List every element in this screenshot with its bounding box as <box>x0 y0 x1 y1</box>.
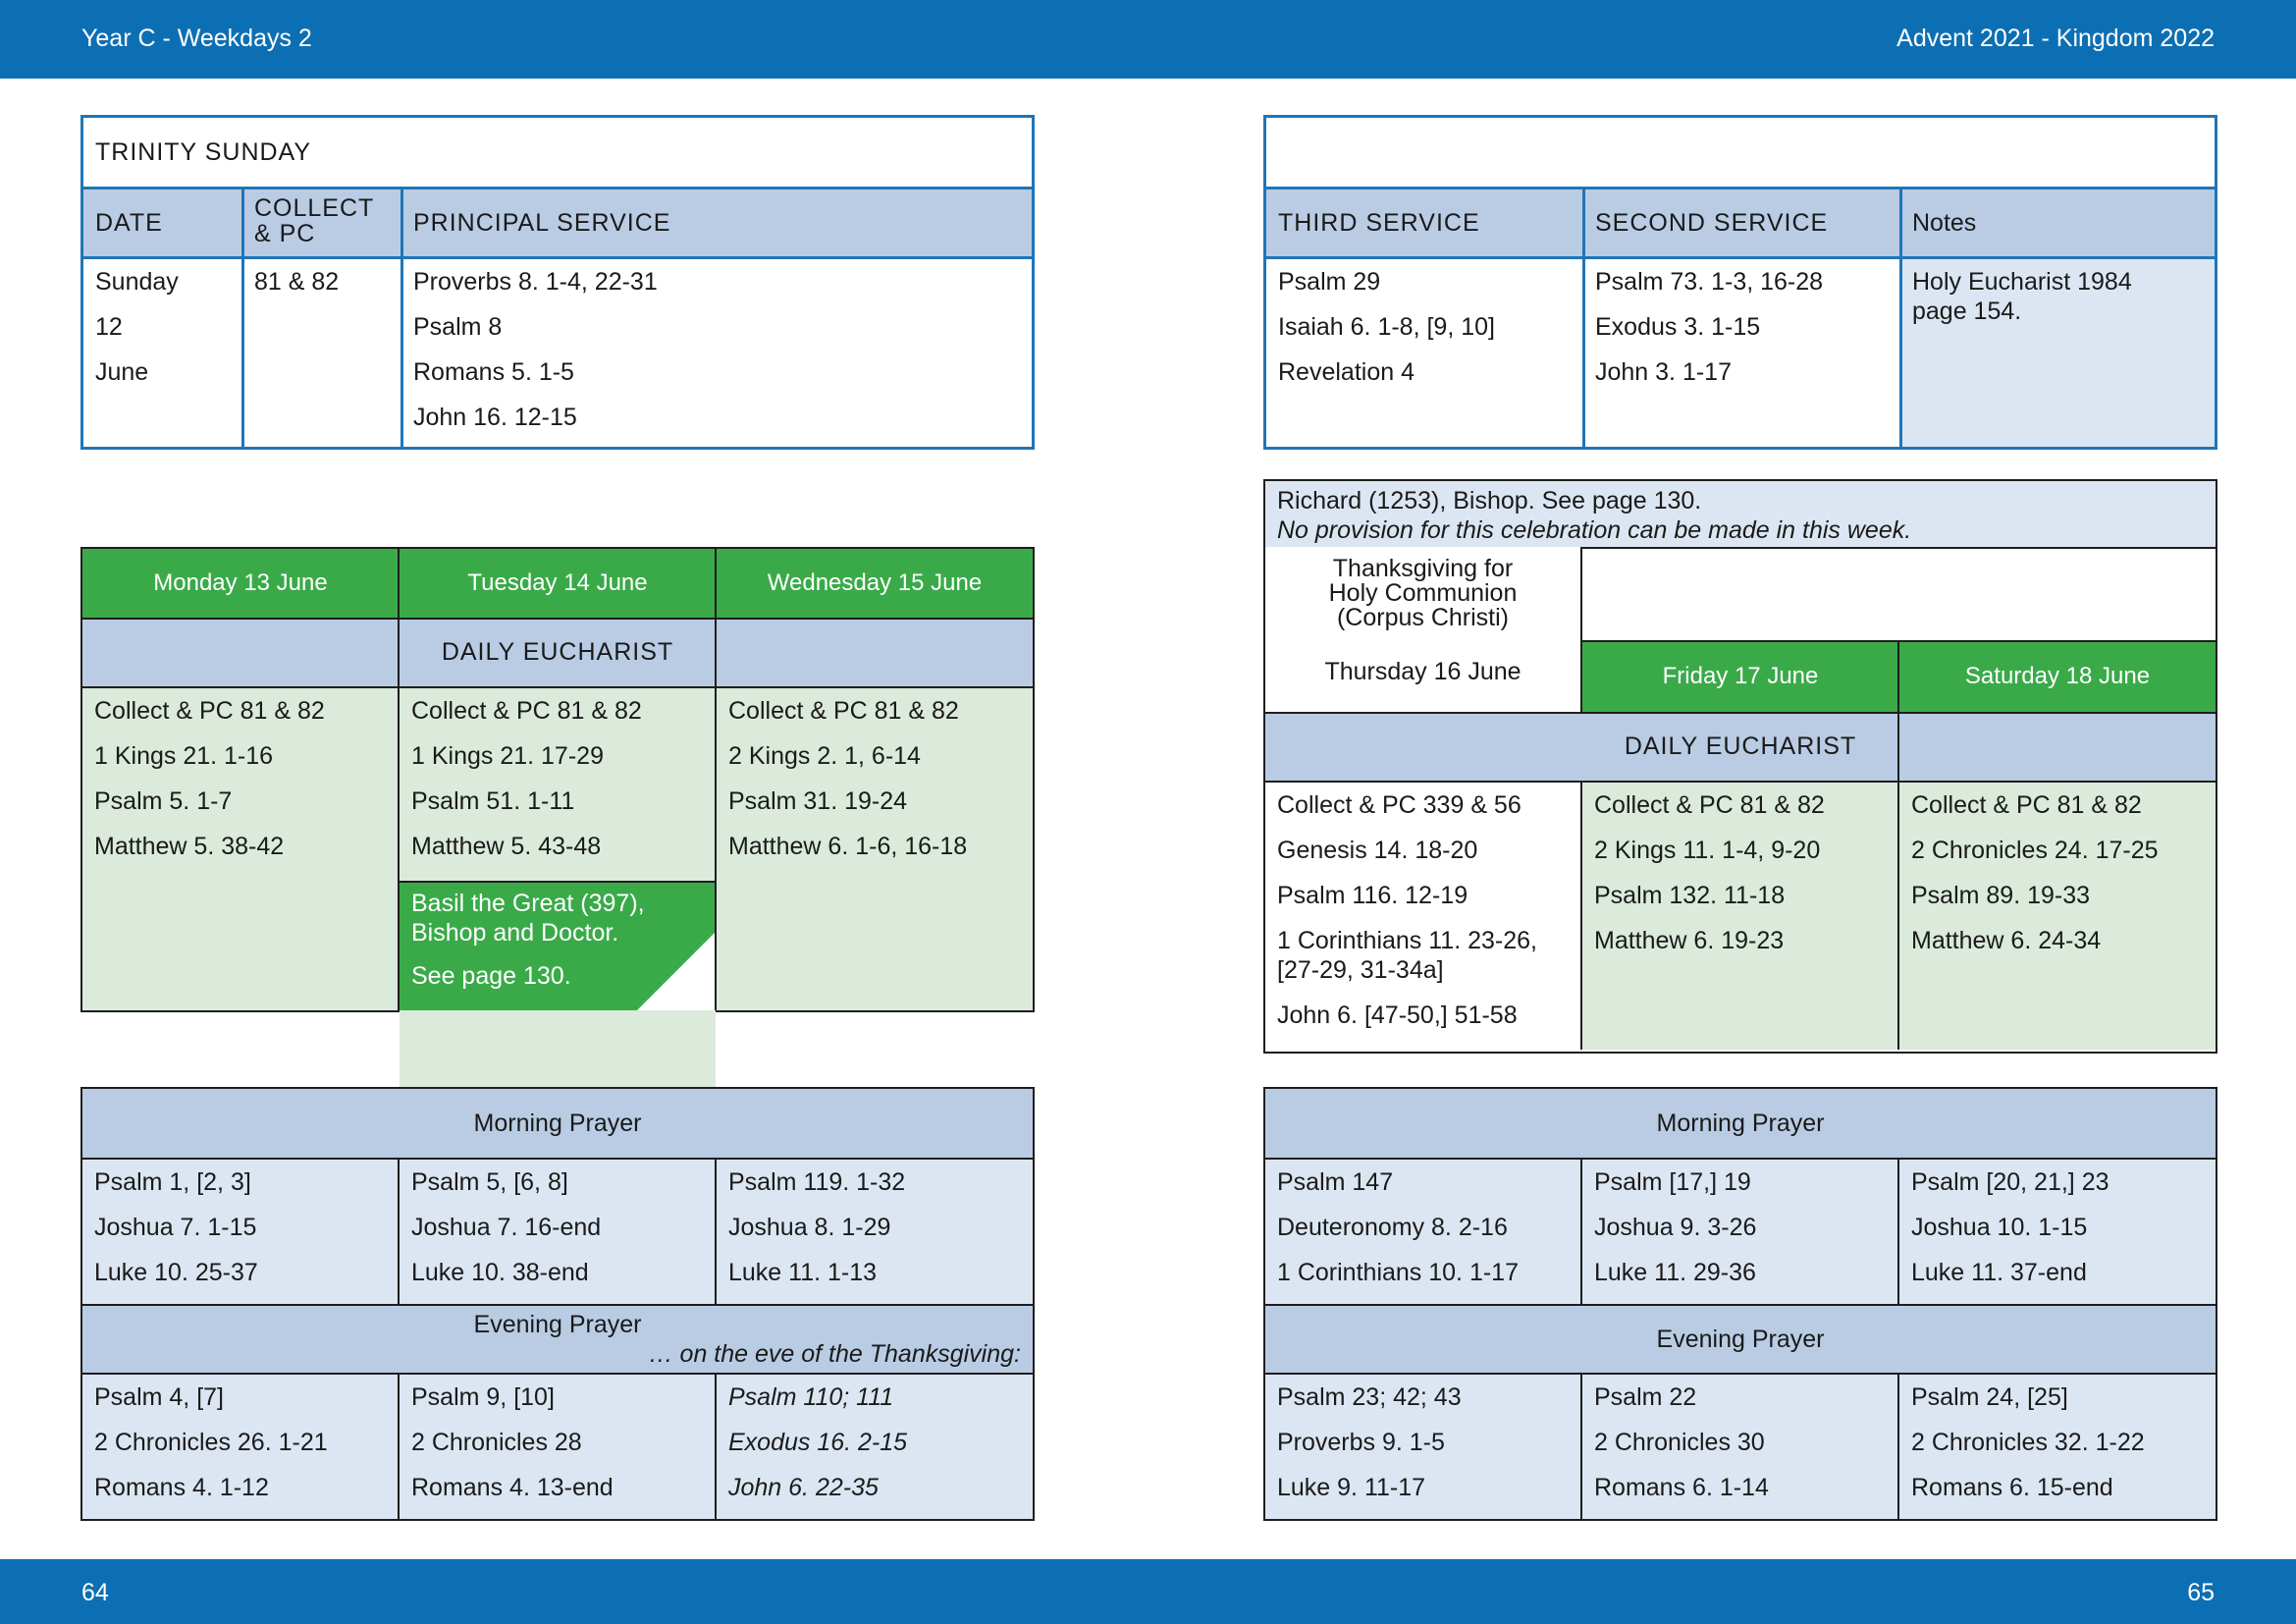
morning-tuesday: Psalm 5, [6, 8] Joshua 7. 16-end Luke 10. 38-end <box>400 1160 716 1304</box>
day-wednesday: Wednesday 15 June <box>717 549 1033 618</box>
morning-prayer-label: Morning Prayer <box>82 1089 1033 1158</box>
header-left: Year C - Weekdays 2 <box>81 25 312 52</box>
evening-prayer-note: … on the eve of the Thanksgiving: <box>648 1340 1021 1368</box>
page-corner-icon <box>637 932 716 1010</box>
trinity-table <box>80 115 1035 450</box>
page-footer <box>0 1559 2296 1624</box>
eucharist-saturday: Collect & PC 81 & 82 2 Chronicles 24. 17-25 Psalm 89. 19-33 Matthew 6. 24-34 <box>1899 783 2216 1050</box>
page-header <box>0 0 2296 79</box>
day-friday: Friday 17 June <box>1582 642 1898 712</box>
eucharist-wednesday: Collect & PC 81 & 82 2 Kings 2. 1, 6-14 Psalm 31. 19-24 Matthew 6. 1-6, 16-18 <box>717 688 1033 1010</box>
morning-friday: Psalm [17,] 19 Joshua 9. 3-26 Luke 11. 29-36 <box>1582 1160 1898 1304</box>
evening-monday: Psalm 4, [7] 2 Chronicles 26. 1-21 Romans 4. 1-12 <box>82 1375 399 1519</box>
thanksgiving-title: Thanksgiving for Holy Communion (Corpus Christi) Thursday 16 June <box>1265 547 1580 714</box>
day-tuesday: Tuesday 14 June <box>400 549 716 618</box>
evening-tuesday: Psalm 9, [10] 2 Chronicles 28 Romans 4. 13-end <box>400 1375 716 1519</box>
header-right: Advent 2021 - Kingdom 2022 <box>1896 25 2215 52</box>
right-week-table <box>1263 547 2217 1054</box>
daily-eucharist-label: DAILY EUCHARIST <box>82 620 1033 686</box>
second-service: Psalm 73. 1-3, 16-28 Exodus 3. 1-15 John 3. 1-17 <box>1595 268 1824 386</box>
page-number-left: 64 <box>81 1579 109 1606</box>
trinity-date: Sunday 12 June <box>95 268 179 386</box>
evening-prayer-header <box>82 1306 1033 1373</box>
services-table <box>1263 115 2217 450</box>
evening-friday: Psalm 22 2 Chronicles 30 Romans 6. 1-14 <box>1582 1375 1898 1519</box>
morning-wednesday: Psalm 119. 1-32 Joshua 8. 1-29 Luke 11. 1-13 <box>717 1160 1033 1304</box>
day-thursday: Thursday 16 June <box>1324 658 1522 685</box>
left-week-table <box>80 547 1035 1012</box>
col-notes: Notes <box>1912 209 1977 237</box>
morning-prayer-label-right: Morning Prayer <box>1265 1089 2216 1158</box>
evening-saturday: Psalm 24, [25] 2 Chronicles 32. 1-22 Romans 6. 15-end <box>1899 1375 2216 1519</box>
day-saturday: Saturday 18 June <box>1899 642 2216 712</box>
col-collect: COLLECT & PC <box>254 194 375 247</box>
notes: Holy Eucharist 1984 page 154. <box>1912 268 2132 325</box>
evening-thursday: Psalm 23; 42; 43 Proverbs 9. 1-5 Luke 9. 11-17 <box>1265 1375 1581 1519</box>
right-prayer-table <box>1263 1087 2217 1521</box>
morning-monday: Psalm 1, [2, 3] Joshua 7. 1-15 Luke 10. 25-37 <box>82 1160 399 1304</box>
eucharist-friday: Collect & PC 81 & 82 2 Kings 11. 1-4, 9-20 Psalm 132. 11-18 Matthew 6. 19-23 <box>1582 783 1898 1050</box>
evening-wednesday: Psalm 110; 111 Exodus 16. 2-15 John 6. 22-35 <box>717 1375 1033 1519</box>
page-number-right: 65 <box>2187 1579 2215 1606</box>
morning-thursday: Psalm 147 Deuteronomy 8. 2-16 1 Corinthians 10. 1-17 <box>1265 1160 1581 1304</box>
eucharist-tuesday: Collect & PC 81 & 82 1 Kings 21. 17-29 Psalm 51. 1-11 Matthew 5. 43-48 <box>400 688 716 881</box>
trinity-principal: Proverbs 8. 1-4, 22-31 Psalm 8 Romans 5. 1-5 John 16. 12-15 <box>413 268 658 431</box>
eucharist-monday: Collect & PC 81 & 82 1 Kings 21. 1-16 Psalm 5. 1-7 Matthew 5. 38-42 <box>82 688 399 1010</box>
left-prayer-table <box>80 1087 1035 1521</box>
col-date: DATE <box>95 209 163 237</box>
morning-saturday: Psalm [20, 21,] 23 Joshua 10. 1-15 Luke 11. 37-end <box>1899 1160 2216 1304</box>
richard-note: Richard (1253), Bishop. See page 130. No provision for this celebration can be made in this week. <box>1263 479 2217 549</box>
trinity-collect: 81 & 82 <box>254 268 340 296</box>
trinity-title: TRINITY SUNDAY <box>95 138 312 166</box>
col-third-service: THIRD SERVICE <box>1278 209 1480 237</box>
day-monday: Monday 13 June <box>82 549 399 618</box>
evening-prayer-label-right: Evening Prayer <box>1265 1306 2216 1373</box>
third-service: Psalm 29 Isaiah 6. 1-8, [9, 10] Revelation 4 <box>1278 268 1495 386</box>
evening-prayer-label: Evening Prayer <box>473 1311 642 1338</box>
daily-eucharist-label-right: DAILY EUCHARIST <box>1265 714 2216 781</box>
col-second-service: SECOND SERVICE <box>1595 209 1829 237</box>
eucharist-thursday: Collect & PC 339 & 56 Genesis 14. 18-20 Psalm 116. 12-19 1 Corinthians 11. 23-26, [27-29, 31-34a] John 6. [47-50,] 51-58 <box>1265 783 1580 1050</box>
basil-note: Basil the Great (397), Bishop and Doctor. See page 130. <box>400 883 716 1010</box>
col-principal: PRINCIPAL SERVICE <box>413 209 671 237</box>
